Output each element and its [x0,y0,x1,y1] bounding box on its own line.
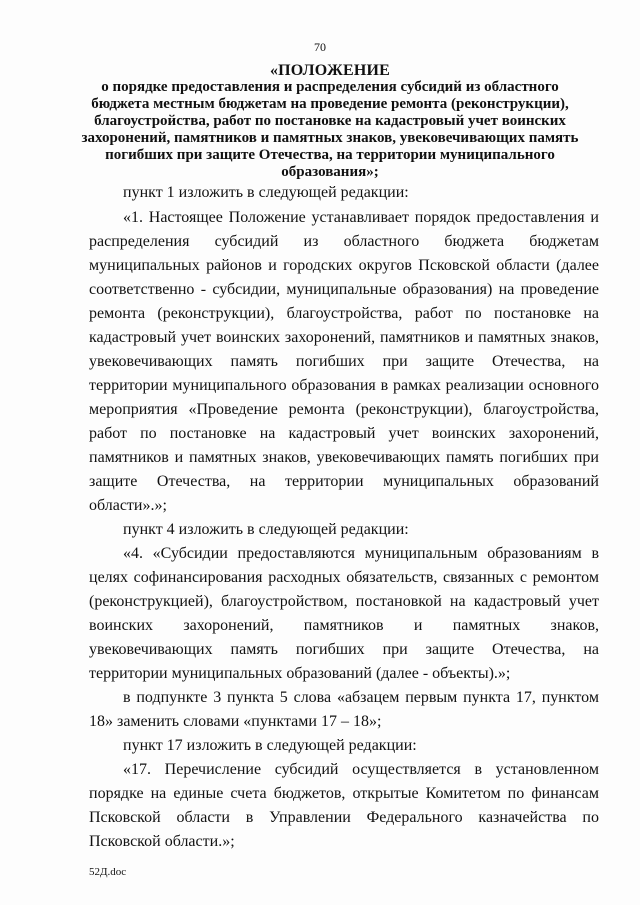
body-line: соответственно - субсидии, муниципальные образования) на проведение [89,281,599,298]
body-line: мероприятия «Проведение ремонта (реконструкции), благоустройства, [89,401,599,418]
title-line: бюджета местным бюджетам на проведение ремонта (реконструкции), [91,96,569,112]
body-line: «17. Перечисление субсидий осуществляется в установленном [123,761,599,778]
body-line: целях софинансирования расходных обязательств, связанных с ремонтом [89,569,599,586]
body-line: памятников и памятных знаков, увековечивающих память погибших при [89,449,599,466]
title-line: образования»; [281,164,379,180]
title-heading: «ПОЛОЖЕНИЕ [269,62,391,79]
body-line: Псковской области.»; [89,833,235,850]
page-number: 70 [314,40,326,54]
body-line: работ по постановке на кадастровый учет воинских захоронений, [89,425,599,442]
title-line: благоустройства, работ по постановке на кадастровый учет воинских [94,113,566,129]
title-line: погибших при защите Отечества, на территории муниципального [105,147,555,163]
body-line: Псковской области в Управлении Федерального казначейства по [89,809,599,826]
title-line: о порядке предоставления и распределения субсидий из областного [101,79,559,95]
body-line: увековечивающих память погибших при защите Отечества, на [89,641,599,658]
body-line: (реконструкцией), благоустройством, постановкой на кадастровый учет [89,593,599,610]
body-line: области».»; [89,497,167,514]
body-line: увековечивающих память погибших при защите Отечества, на [89,353,599,370]
body-line: пункт 1 изложить в следующей редакции: [123,184,409,201]
body-line: защите Отечества, на территории муниципальных образований [89,473,599,490]
document-title [80,62,580,181]
body-line: «4. «Субсидии предоставляются муниципальным образованиям в [123,545,599,562]
title-line: захоронений, памятников и памятных знаков, увековечивающих память [81,130,579,146]
body-line: ремонта (реконструкции), благоустройства, работ по постановке на [89,305,599,322]
body-line: в подпункте 3 пункта 5 слова «абзацем первым пункта 17, пунктом [123,689,599,706]
body-line: территории муниципального образования в рамках реализации основного [89,377,599,394]
body-line: пункт 4 изложить в следующей редакции: [123,521,409,538]
body-line: кадастровый учет воинских захоронений, памятников и памятных знаков, [89,329,599,346]
body-line: территории муниципальных образований (далее - объекты).»; [89,665,511,682]
body-line: пункт 17 изложить в следующей редакции: [123,737,417,754]
footer-filename: 52Д.doc [89,866,127,878]
body-line: муниципальных районов и городских округов Псковской области (далее [89,257,599,274]
body-line: «1. Настоящее Положение устанавливает порядок предоставления и [123,209,599,226]
body-line: 18» заменить словами «пунктами 17 – 18»; [89,713,382,730]
body-line: распределения субсидий из областного бюджета бюджетам [89,233,599,250]
body-line: порядке на единые счета бюджетов, открытые Комитетом по финансам [89,785,599,802]
body-line: воинских захоронений, памятников и памятных знаков, [89,617,599,634]
